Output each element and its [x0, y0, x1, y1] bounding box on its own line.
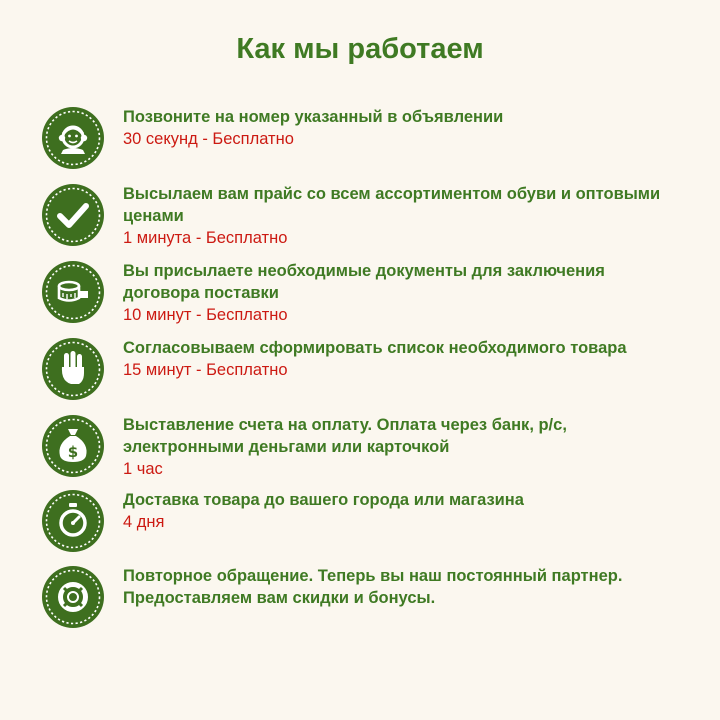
step-description: Позвоните на номер указанный в объявлении — [123, 108, 504, 126]
step-4 — [41, 337, 691, 407]
step-6 — [41, 489, 691, 559]
money-bag-icon — [41, 414, 105, 478]
step-description: Вы присылаете необходимые документы для заключения договора поставки — [123, 262, 605, 302]
measuring-tape-icon — [41, 260, 105, 324]
step-3 — [41, 260, 691, 330]
step-2 — [41, 183, 691, 253]
step-duration: 30 секунд - Бесплатно — [123, 130, 294, 148]
step-duration: 4 дня — [123, 513, 165, 531]
page-title: Как мы работаем — [236, 33, 484, 65]
step-description: Доставка товара до вашего города или магазина — [123, 491, 524, 509]
step-description: Согласовываем сформировать список необходимого товара — [123, 339, 627, 357]
step-duration: 15 минут - Бесплатно — [123, 361, 288, 379]
step-description: Высылаем вам прайс со всем ассортиментом обуви и оптовыми ценами — [123, 185, 661, 225]
step-duration: 10 минут - Бесплатно — [123, 306, 288, 324]
stopwatch-icon — [41, 489, 105, 553]
person-headset-icon — [41, 106, 105, 170]
step-7 — [41, 565, 691, 635]
step-duration: 1 час — [123, 460, 163, 478]
check-icon — [41, 183, 105, 247]
hand-icon — [41, 337, 105, 401]
svg-text:$: $ — [67, 443, 79, 461]
step-description: Выставление счета на оплату. Оплата через банк, р/с, электронными деньгами или карточкой — [123, 416, 567, 456]
step-duration: 1 минута - Бесплатно — [123, 229, 288, 247]
step-5 — [41, 414, 691, 484]
step-1 — [41, 106, 691, 176]
step-description: Повторное обращение. Теперь вы наш постоянный партнер. Предоставляем вам скидки и бонусы. — [123, 567, 623, 607]
lifebuoy-icon — [41, 565, 105, 629]
